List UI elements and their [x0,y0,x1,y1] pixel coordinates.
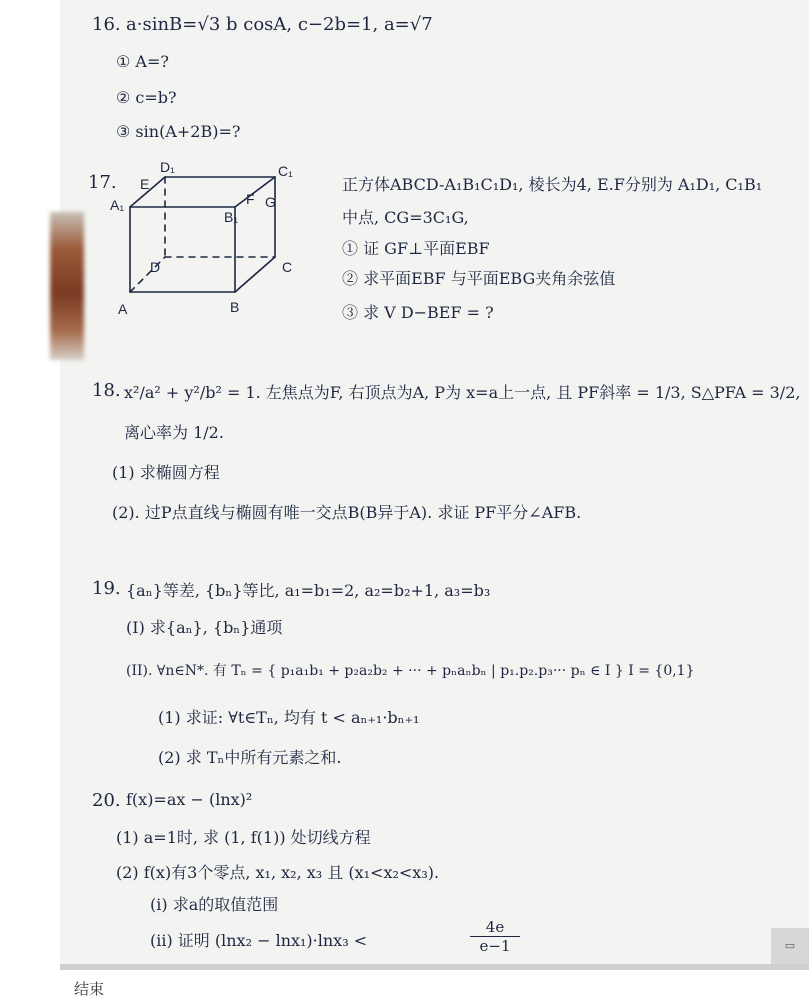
q20-function: f(x)=ax − (lnx)² [126,790,253,809]
q16-number: 16. [92,14,121,35]
q20-sub-1: (i) 求a的取值范围 [150,895,279,914]
paper-bottom-edge [60,964,809,970]
label-A: A [118,301,128,317]
q20-item-1: (1) a=1时, 求 (1, f(1)) 处切线方程 [116,828,371,847]
q16-given: a·sinB=√3 b cosA, c−2b=1, a=√7 [126,14,433,35]
q18-statement: x²/a² + y²/b² = 1. 左焦点为F, 右顶点为A, P为 x=a上一点, 且 PF斜率 = 1/3, S△PFA = 3/2, [124,383,801,402]
q20-frac-denominator: e−1 [479,937,511,955]
q19-item-1: (1) 求证: ∀t∈Tₙ, 均有 t < aₙ₊₁·bₙ₊₁ [158,708,420,727]
q17-item-1: ① 证 GF⊥平面EBF [342,239,490,258]
label-D: D [150,259,161,275]
q16-item-3: ③ sin(A+2B)=? [116,122,241,141]
q19-statement: {aₙ}等差, {bₙ}等比, a₁=b₁=2, a₂=b₂+1, a₃=b₃ [126,581,491,600]
bottom-text: 结束 [74,980,105,998]
blurred-photo-patch [50,212,84,360]
q18-statement-2: 离心率为 1/2. [124,423,224,442]
label-B1: B₁ [224,209,239,225]
label-A1: A₁ [110,197,125,213]
q20-item-2: (2) f(x)有3个零点, x₁, x₂, x₃ 且 (x₁<x₂<x₃). [116,863,440,882]
q17-statement: 正方体ABCD-A₁B₁C₁D₁, 棱长为4, E.F分别为 A₁D₁, C₁B₁ [342,175,763,194]
q18-number: 18. [92,380,121,401]
q19-part-2: (II). ∀n∈N*. 有 Tₙ = { p₁a₁b₁ + p₂a₂b₂ + ··· + pₙaₙbₙ | p₁.p₂.p₃··· pₙ ∈ I } I = {0,1} [126,663,695,679]
label-C1: C₁ [278,163,293,179]
q19-number: 19. [92,578,121,599]
q19-item-2: (2) 求 Tₙ中所有元素之和. [158,748,342,767]
q16-item-1: ① A=? [116,52,169,71]
label-E: E [140,176,150,192]
q17-item-3: ③ 求 V D−BEF = ? [342,303,494,322]
q18-item-1: (1) 求椭圆方程 [112,463,220,482]
corner-stamp: ▭ [771,928,809,964]
label-B: B [230,299,240,315]
q20-fraction [470,918,520,955]
cube-figure [100,162,310,327]
q17-statement-2: 中点, CG=3C₁G, [342,208,469,227]
q16-item-2: ② c=b? [116,88,177,107]
q20-sub-2: (ii) 证明 (lnx₂ − lnx₁)·lnx₃ < [150,931,368,950]
label-D1: D₁ [160,162,175,175]
q20-number: 20. [92,790,121,811]
q18-item-2: (2). 过P点直线与椭圆有唯一交点B(B异于A). 求证 PF平分∠AFB. [112,503,582,522]
exam-paper [60,0,809,966]
q17-item-2: ② 求平面EBF 与平面EBG夹角余弦值 [342,269,616,288]
label-C: C [282,259,293,275]
label-F: F [246,191,255,207]
q20-frac-numerator: 4e [470,918,520,937]
label-G: G [265,194,276,210]
q19-part-1: (I) 求{aₙ}, {bₙ}通项 [126,618,283,637]
q17-number: 17. [88,172,117,193]
